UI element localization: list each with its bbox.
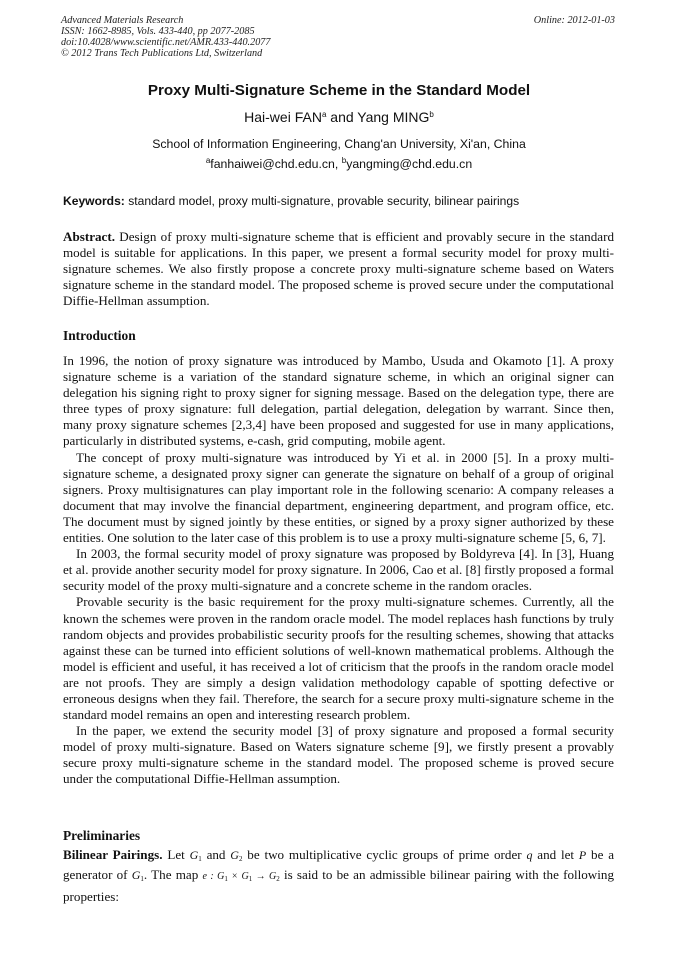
abstract-label: Abstract.: [63, 229, 115, 244]
math-pairing-map: [202, 871, 279, 882]
introduction-body: [63, 353, 614, 788]
text-run: . The map: [143, 867, 203, 882]
keywords: [63, 194, 623, 208]
math-symbol: :: [206, 871, 218, 882]
journal-name: Advanced Materials Research: [61, 15, 184, 26]
math-subscript: 1: [224, 875, 228, 883]
math-subscript: 2: [238, 855, 243, 863]
author-superscript: a: [321, 110, 327, 119]
email-superscript: a: [205, 156, 211, 165]
journal-issn: ISSN: 1662-8985, Vols. 433-440, pp 2077-2085: [61, 26, 255, 37]
math-symbol: G: [269, 871, 277, 882]
preliminaries-body: [63, 845, 614, 907]
authors: [0, 109, 678, 125]
math-subscript: 2: [276, 875, 280, 883]
paper-title: Proxy Multi-Signature Scheme in the Standard Model: [147, 82, 531, 99]
email-link[interactable]: yangming@chd.edu.cn: [346, 157, 473, 171]
math-symbol: G: [230, 848, 239, 862]
online-date: Online: 2012-01-03: [533, 15, 615, 26]
author-name: Yang MING: [357, 109, 430, 125]
abstract-text: Design of proxy multi-signature scheme that is efficient and provably secure in the standard model is suitable for applications. In this paper, we present a formal security model for proxy multi-signature schemes. We also firstly propose a concrete proxy multi-signature scheme based on Waters signature scheme in the standard model. The proposed scheme is proved secure under the computational Diffie-Hellman assumption.: [63, 229, 614, 309]
section-heading-introduction: Introduction: [63, 328, 136, 343]
math-symbol: e: [202, 871, 207, 882]
keywords-label: Keywords:: [63, 194, 125, 208]
math-symbol: G: [241, 871, 249, 882]
paragraph: In 2003, the formal security model of proxy signature was proposed by Boldyreva [4]. In [3], Huang et al. provide another security model for proxy signature. In 2006, Cao et al. [8] firstly proposed a formal security model of the proxy multi-signature and a concrete scheme in the random oracles.: [63, 546, 614, 594]
journal-doi: doi:10.4028/www.scientific.net/AMR.433-440.2077: [61, 37, 271, 48]
math-q: q: [526, 848, 533, 862]
affiliation: School of Information Engineering, Chang'an University, Xi'an, China: [152, 137, 526, 151]
abstract: [63, 229, 614, 309]
math-symbol: →: [252, 871, 270, 882]
author-name: Hai-wei FAN: [244, 109, 322, 125]
math-symbol: G: [131, 868, 141, 882]
text-run: and let: [532, 847, 579, 862]
math-subscript: 1: [198, 855, 202, 863]
text-run: and: [201, 847, 231, 862]
math-g1: [132, 868, 144, 882]
math-g2: [230, 848, 242, 862]
math-p: P: [578, 848, 587, 862]
email-link[interactable]: fanhaiwei@chd.edu.cn: [210, 157, 335, 171]
section-heading-preliminaries: Preliminaries: [63, 828, 141, 843]
text-run: be a generator of: [63, 847, 615, 882]
math-subscript: 1: [140, 875, 144, 883]
paragraph: Provable security is the basic requirement for the proxy multi-signature schemes. Currently, all the known the schemes were proven in the random oracle model. The model replaces hash functions by truly random objects and provides probabilistic security proofs for the resulting schemes, showing that attacks against these can be turned into efficient solutions of well-known mathematical problems. Although the model is efficient and useful, it has received a lot of criticism that the proofs in the random oracle model are not proofs. They are simply a design validation methodology capable of spotting defective or erroneous designs when they fail. Therefore, the search for a secure proxy multi-signature scheme in the standard model remains an open and interesting research problem.: [63, 594, 614, 723]
bilinear-pairings-label: Bilinear Pairings.: [63, 847, 163, 862]
math-symbol: ×: [227, 871, 242, 882]
paragraph: The concept of proxy multi-signature was introduced by Yi et al. in 2000 [5]. In a proxy multi-signature scheme, a designated proxy signer can generate the signature on behalf of a group of original signers. Proxy multisignatures can play important role in the following scenario: A company releases a document that may involve the financial department, engineering department, and program office, etc. The document must by signed jointly by these entities, or signed by a proxy signer authorized by these entities. One solution to the later case of this problem is to use a proxy multi-signature scheme [5, 6, 7].: [63, 449, 614, 546]
math-subscript: 1: [248, 875, 253, 883]
math-g1: [190, 848, 202, 862]
journal-header: [61, 15, 270, 59]
author-superscript: b: [429, 110, 434, 119]
paragraph: In the paper, we extend the security model [3] of proxy signature and proposed a formal security model of proxy multi-signature. Based on Waters signature scheme [9], we firstly present a provably secure proxy multi-signature scheme in the standard model. The proposed scheme is proved secure under the computational Diffie-Hellman assumption.: [63, 723, 614, 787]
math-symbol: G: [217, 871, 225, 882]
text-run: be two multiplicative cyclic groups of prime order: [242, 847, 527, 862]
author-conjunction: and: [326, 109, 358, 125]
text-run: is said to be an admissible bilinear pairing with the following properties:: [63, 867, 614, 904]
journal-copyright: © 2012 Trans Tech Publications Ltd, Switzerland: [61, 48, 263, 59]
math-symbol: G: [189, 848, 199, 862]
paragraph: In 1996, the notion of proxy signature was introduced by Mambo, Usuda and Okamoto [1]. A proxy signature scheme is a variation of the standard signature scheme, in which an original signer can delegation his signing right to proxy signer for signing message. Based on the delegation type, there are three types of proxy signature: full delegation, partial delegation, delegation by warrant. Since then, many proxy signature schemes [2,3,4] have been proposed and suggested for use in many applications, particularly in distributed systems, e-cash, grid computing, mobile agent.: [63, 353, 614, 449]
email-superscript: b: [341, 156, 347, 165]
email-separator: ,: [334, 157, 342, 171]
keywords-text: standard model, proxy multi-signature, provable security, bilinear pairings: [124, 194, 520, 208]
author-emails: [0, 157, 678, 171]
text-run: Let: [162, 847, 190, 862]
